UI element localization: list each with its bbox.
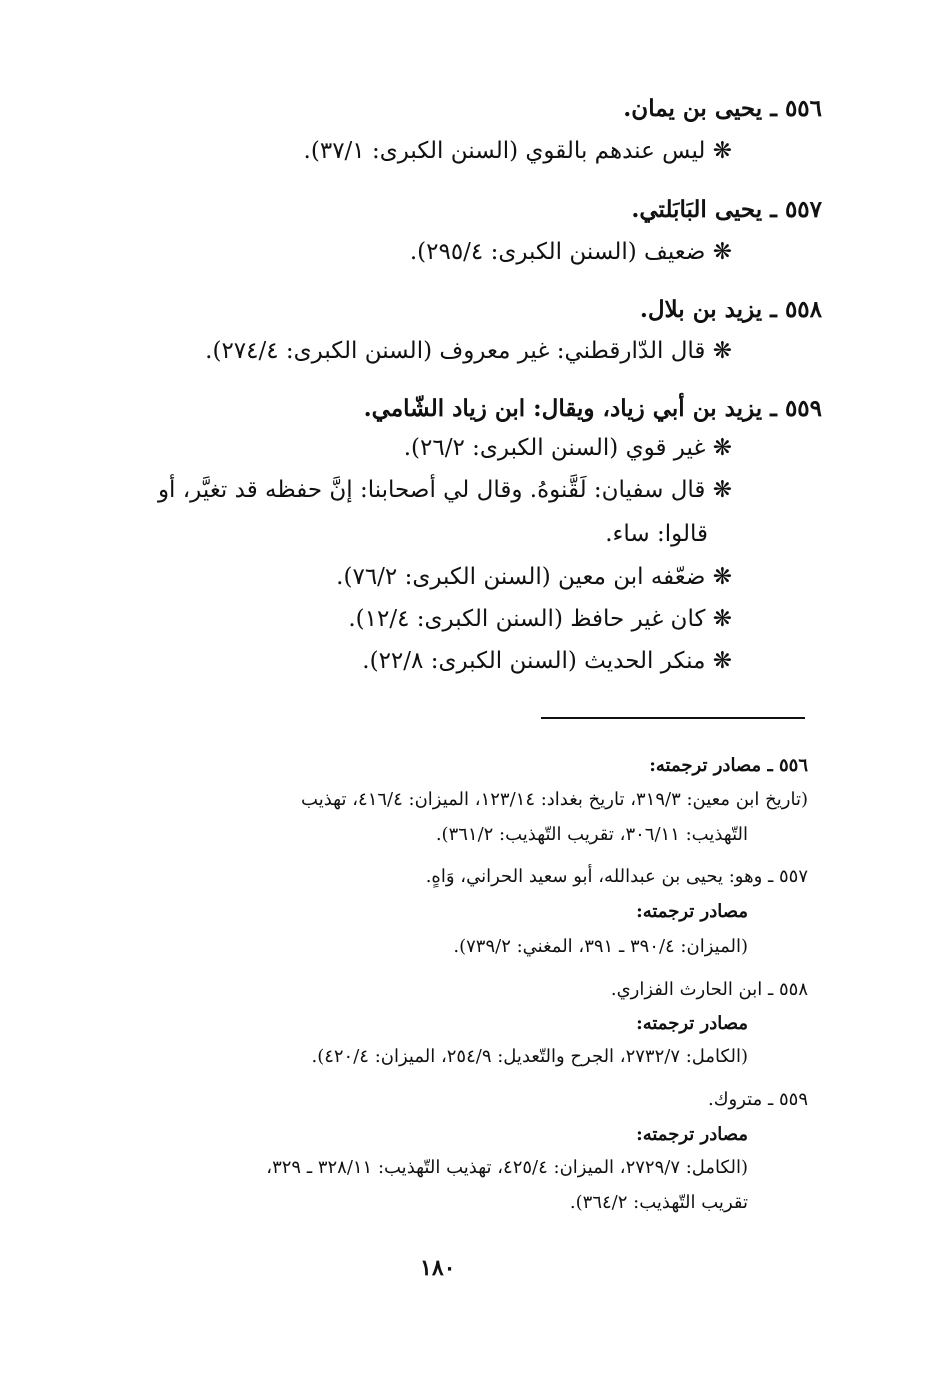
footnote-556-heading: ٥٥٦ ـ مصادر ترجمته:: [649, 755, 808, 776]
footnote-558-heading: ٥٥٨ ـ ابن الحارث الفزاري.: [610, 979, 808, 1000]
entry-556-item-1: ❋ ليس عندهم بالقوي (السنن الكبرى: ٣٧/١).: [303, 138, 732, 164]
footnote-556-sources-2: التّهذيب: ٣٠٦/١١، تقريب التّهذيب: ٣٦١/٢).: [435, 824, 748, 845]
footnote-559-heading: ٥٥٩ ـ متروك.: [708, 1089, 808, 1110]
page-number: ١٨٠: [420, 1255, 456, 1281]
footnote-559-sources-label: مصادر ترجمته:: [636, 1124, 748, 1145]
entry-557-item-1: ❋ ضعيف (السنن الكبرى: ٢٩٥/٤).: [409, 239, 732, 265]
entry-558-item-1: ❋ قال الدّارقطني: غير معروف (السنن الكبرى: ٢٧٤/٤).: [205, 338, 732, 364]
entry-559-heading: ٥٥٩ ـ يزيد بن أبي زياد، ويقال: ابن زياد الشّامي.: [363, 395, 822, 422]
entry-559-item-3: ❋ ضعّفه ابن معين (السنن الكبرى: ٧٦/٢).: [336, 564, 732, 590]
footnote-557-sources-label: مصادر ترجمته:: [636, 901, 748, 922]
entry-559-item-5: ❋ منكر الحديث (السنن الكبرى: ٢٢/٨).: [362, 648, 732, 674]
footnote-558-sources: (الكامل: ٢٧٣٢/٧، الجرح والتّعديل: ٢٥٤/٩، الميزان: ٤٢٠/٤).: [311, 1046, 748, 1067]
footnote-559-sources-1: (الكامل: ٢٧٢٩/٧، الميزان: ٤٢٥/٤، تهذيب التّهذيب: ٣٢٨/١١ ـ ٣٢٩،: [266, 1157, 748, 1178]
footnote-separator: [541, 717, 805, 719]
entry-559-item-1: ❋ غير قوي (السنن الكبرى: ٢٦/٢).: [403, 435, 732, 461]
entry-558-heading: ٥٥٨ ـ يزيد بن بلال.: [639, 296, 822, 323]
footnote-557-sources: (الميزان: ٣٩٠/٤ ـ ٣٩١، المغني: ٧٣٩/٢).: [453, 936, 748, 957]
entry-557-heading: ٥٥٧ ـ يحيى البَابَلتي.: [631, 196, 822, 223]
entry-556-heading: ٥٥٦ ـ يحيى بن يمان.: [623, 95, 822, 122]
footnote-556-sources-1: (تاريخ ابن معين: ٣١٩/٣، تاريخ بغداد: ١٢٣/١٤، الميزان: ٤١٦/٤، تهذيب: [301, 789, 808, 810]
entry-559-item-4: ❋ كان غير حافظ (السنن الكبرى: ١٢/٤).: [348, 606, 732, 632]
entry-559-item-2-continued: قالوا: ساء.: [605, 521, 708, 547]
footnote-559-sources-2: تقريب التّهذيب: ٣٦٤/٢).: [569, 1192, 748, 1213]
footnote-558-sources-label: مصادر ترجمته:: [636, 1013, 748, 1034]
entry-559-item-2: ❋ قال سفيان: لَقَّنوهُ. وقال لي أصحابنا: إنَّ حفظه قد تغيَّر، أو: [157, 477, 732, 503]
footnote-557-heading: ٥٥٧ ـ وهو: يحيى بن عبدالله، أبو سعيد الحراني، وَاهٍ.: [425, 866, 808, 887]
